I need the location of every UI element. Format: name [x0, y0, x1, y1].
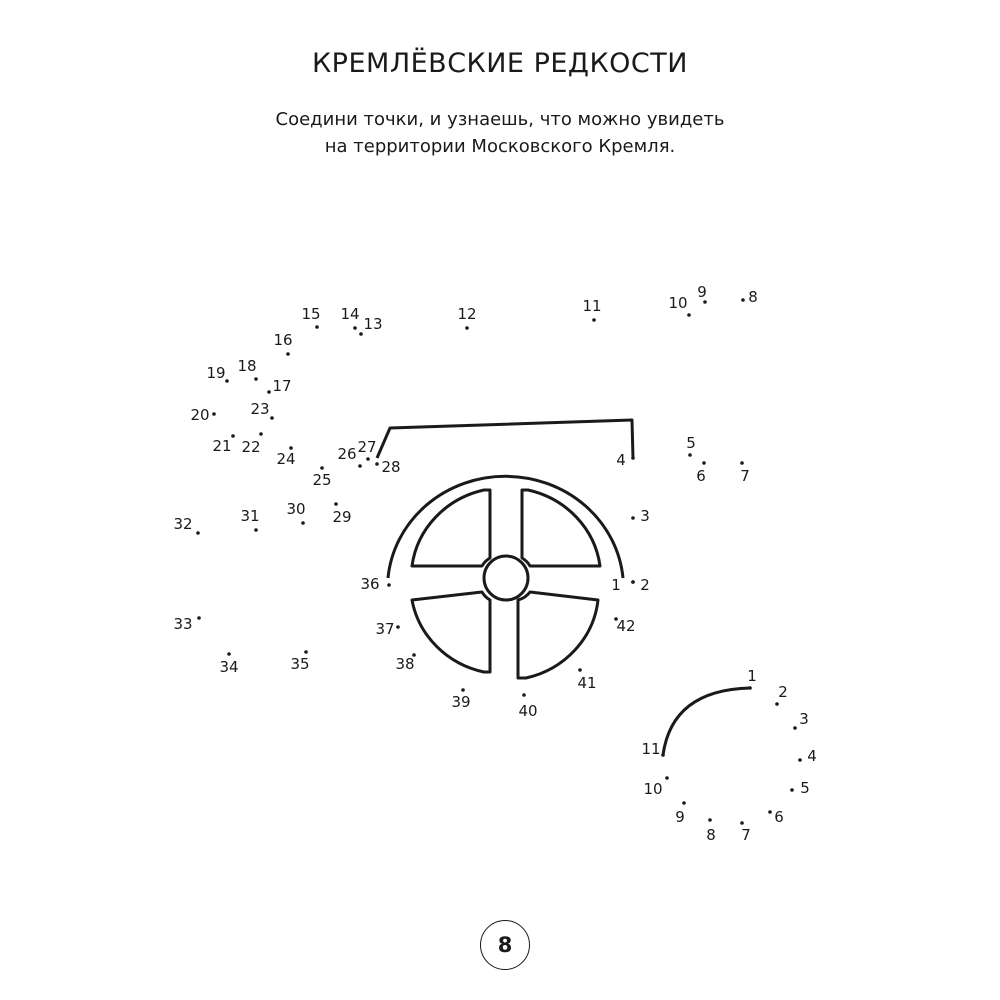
small-dot-5	[790, 788, 794, 792]
outer-dot-label-10: 10	[668, 294, 688, 312]
outer-dot-label-17: 17	[272, 377, 292, 395]
outer-dot-label-19: 19	[206, 364, 226, 382]
page-number: 8	[480, 920, 530, 970]
small-dot-3	[793, 726, 797, 730]
outer-dot-label-11: 11	[582, 297, 602, 315]
small-dot-sequence	[641, 667, 816, 844]
outer-dot-label-31: 31	[240, 507, 260, 525]
outer-dot-35	[304, 650, 308, 654]
cannonball-outline	[663, 688, 750, 755]
outer-dot-23	[270, 416, 274, 420]
outer-dot-21	[231, 434, 235, 438]
outer-dot-label-12: 12	[457, 305, 477, 323]
outer-dot-label-26: 26	[337, 445, 357, 463]
outer-dot-label-34: 34	[219, 658, 239, 676]
small-dot-label-6: 6	[774, 808, 784, 826]
outer-dot-37	[396, 625, 400, 629]
outer-dot-18	[254, 377, 258, 381]
outer-dot-label-25: 25	[312, 471, 332, 489]
outer-dot-17	[267, 390, 271, 394]
outer-dot-label-8: 8	[748, 288, 758, 306]
small-dot-9	[682, 801, 686, 805]
small-dot-7	[740, 821, 744, 825]
page-title: КРЕМЛЁВСКИЕ РЕДКОСТИ	[312, 48, 688, 79]
small-dot-label-7: 7	[741, 826, 751, 844]
outer-dot-13	[359, 332, 363, 336]
outer-dot-label-9: 9	[697, 283, 707, 301]
outer-dot-label-41: 41	[577, 674, 597, 692]
outer-dot-label-6: 6	[696, 467, 706, 485]
outer-dot-32	[196, 531, 200, 535]
outer-dot-label-24: 24	[276, 450, 296, 468]
small-dot-2	[775, 702, 779, 706]
outer-dot-label-28: 28	[381, 458, 401, 476]
outer-dot-7	[740, 461, 744, 465]
outer-dot-label-27: 27	[357, 438, 377, 456]
outer-dot-31	[254, 528, 258, 532]
small-dot-4	[798, 758, 802, 762]
outer-dot-label-18: 18	[237, 357, 257, 375]
outer-dot-19	[225, 379, 229, 383]
outer-dot-33	[197, 616, 201, 620]
outer-dot-label-29: 29	[332, 508, 352, 526]
outer-dot-25	[320, 466, 324, 470]
wheel-segment-lower-right	[518, 592, 598, 678]
small-dot-label-9: 9	[675, 808, 685, 826]
outer-dot-30	[301, 521, 305, 525]
wheel-hub	[484, 556, 528, 600]
instruction-line-2: на территории Московского Кремля.	[324, 136, 676, 157]
wheel-segment-upper-left	[412, 490, 490, 566]
outer-dot-label-39: 39	[451, 693, 471, 711]
outer-dot-label-30: 30	[286, 500, 306, 518]
wheel-rim	[388, 476, 623, 578]
outer-dot-label-42: 42	[616, 617, 636, 635]
outer-dot-label-40: 40	[518, 702, 538, 720]
small-dot-label-10: 10	[643, 780, 663, 798]
outer-dot-11	[592, 318, 596, 322]
outer-dot-4	[631, 456, 635, 460]
outer-dot-label-1: 1	[611, 576, 621, 594]
outer-dot-6	[702, 461, 706, 465]
outer-dot-sequence	[173, 283, 757, 720]
small-dot-8	[708, 818, 712, 822]
outer-dot-26	[358, 464, 362, 468]
outer-dot-label-7: 7	[740, 467, 750, 485]
outer-dot-label-32: 32	[173, 515, 193, 533]
small-dot-label-4: 4	[807, 747, 817, 765]
outer-dot-label-2: 2	[640, 576, 650, 594]
outer-dot-label-37: 37	[375, 620, 395, 638]
small-dot-label-8: 8	[706, 826, 716, 844]
outer-dot-5	[688, 453, 692, 457]
outer-dot-label-3: 3	[640, 507, 650, 525]
outer-dot-34	[227, 652, 231, 656]
wheel-segment-upper-right	[522, 490, 600, 566]
outer-dot-label-35: 35	[290, 655, 310, 673]
outer-dot-label-23: 23	[250, 400, 270, 418]
outer-dot-39	[461, 688, 465, 692]
outer-dot-36	[387, 583, 391, 587]
instruction-line-1: Соедини точки, и узнаешь, что можно увидеть	[275, 109, 725, 130]
outer-dot-28	[375, 462, 379, 466]
outer-dot-15	[315, 325, 319, 329]
carriage-outline	[377, 420, 633, 458]
outer-dot-10	[687, 313, 691, 317]
outer-dot-label-16: 16	[273, 331, 293, 349]
outer-dot-41	[578, 668, 582, 672]
small-dot-label-3: 3	[799, 710, 809, 728]
outer-dot-16	[286, 352, 290, 356]
outer-dot-label-20: 20	[190, 406, 210, 424]
outer-dot-40	[522, 693, 526, 697]
outer-dot-22	[259, 432, 263, 436]
small-dot-11	[661, 753, 665, 757]
small-dot-label-11: 11	[641, 740, 661, 758]
outer-dot-label-4: 4	[616, 451, 626, 469]
outer-dot-label-21: 21	[212, 437, 232, 455]
outer-dot-20	[212, 412, 216, 416]
small-dot-6	[768, 810, 772, 814]
small-dot-label-1: 1	[747, 667, 757, 685]
wheel-segment-lower-left	[412, 592, 490, 672]
outer-dot-label-38: 38	[395, 655, 415, 673]
outer-dot-label-15: 15	[301, 305, 321, 323]
outer-dot-27	[366, 457, 370, 461]
small-dot-label-2: 2	[778, 683, 788, 701]
outer-dot-label-36: 36	[360, 575, 380, 593]
outer-dot-3	[631, 516, 635, 520]
outer-dot-8	[741, 298, 745, 302]
outer-dot-29	[334, 502, 338, 506]
outer-dot-12	[465, 326, 469, 330]
outer-dot-label-14: 14	[340, 305, 360, 323]
outer-dot-label-13: 13	[363, 315, 383, 333]
outer-dot-14	[353, 326, 357, 330]
outer-dot-label-5: 5	[686, 434, 696, 452]
small-dot-10	[665, 776, 669, 780]
outer-dot-label-33: 33	[173, 615, 193, 633]
small-dot-label-5: 5	[800, 779, 810, 797]
outer-dot-label-22: 22	[241, 438, 261, 456]
outer-dot-2	[631, 580, 635, 584]
small-dot-1	[748, 686, 752, 690]
